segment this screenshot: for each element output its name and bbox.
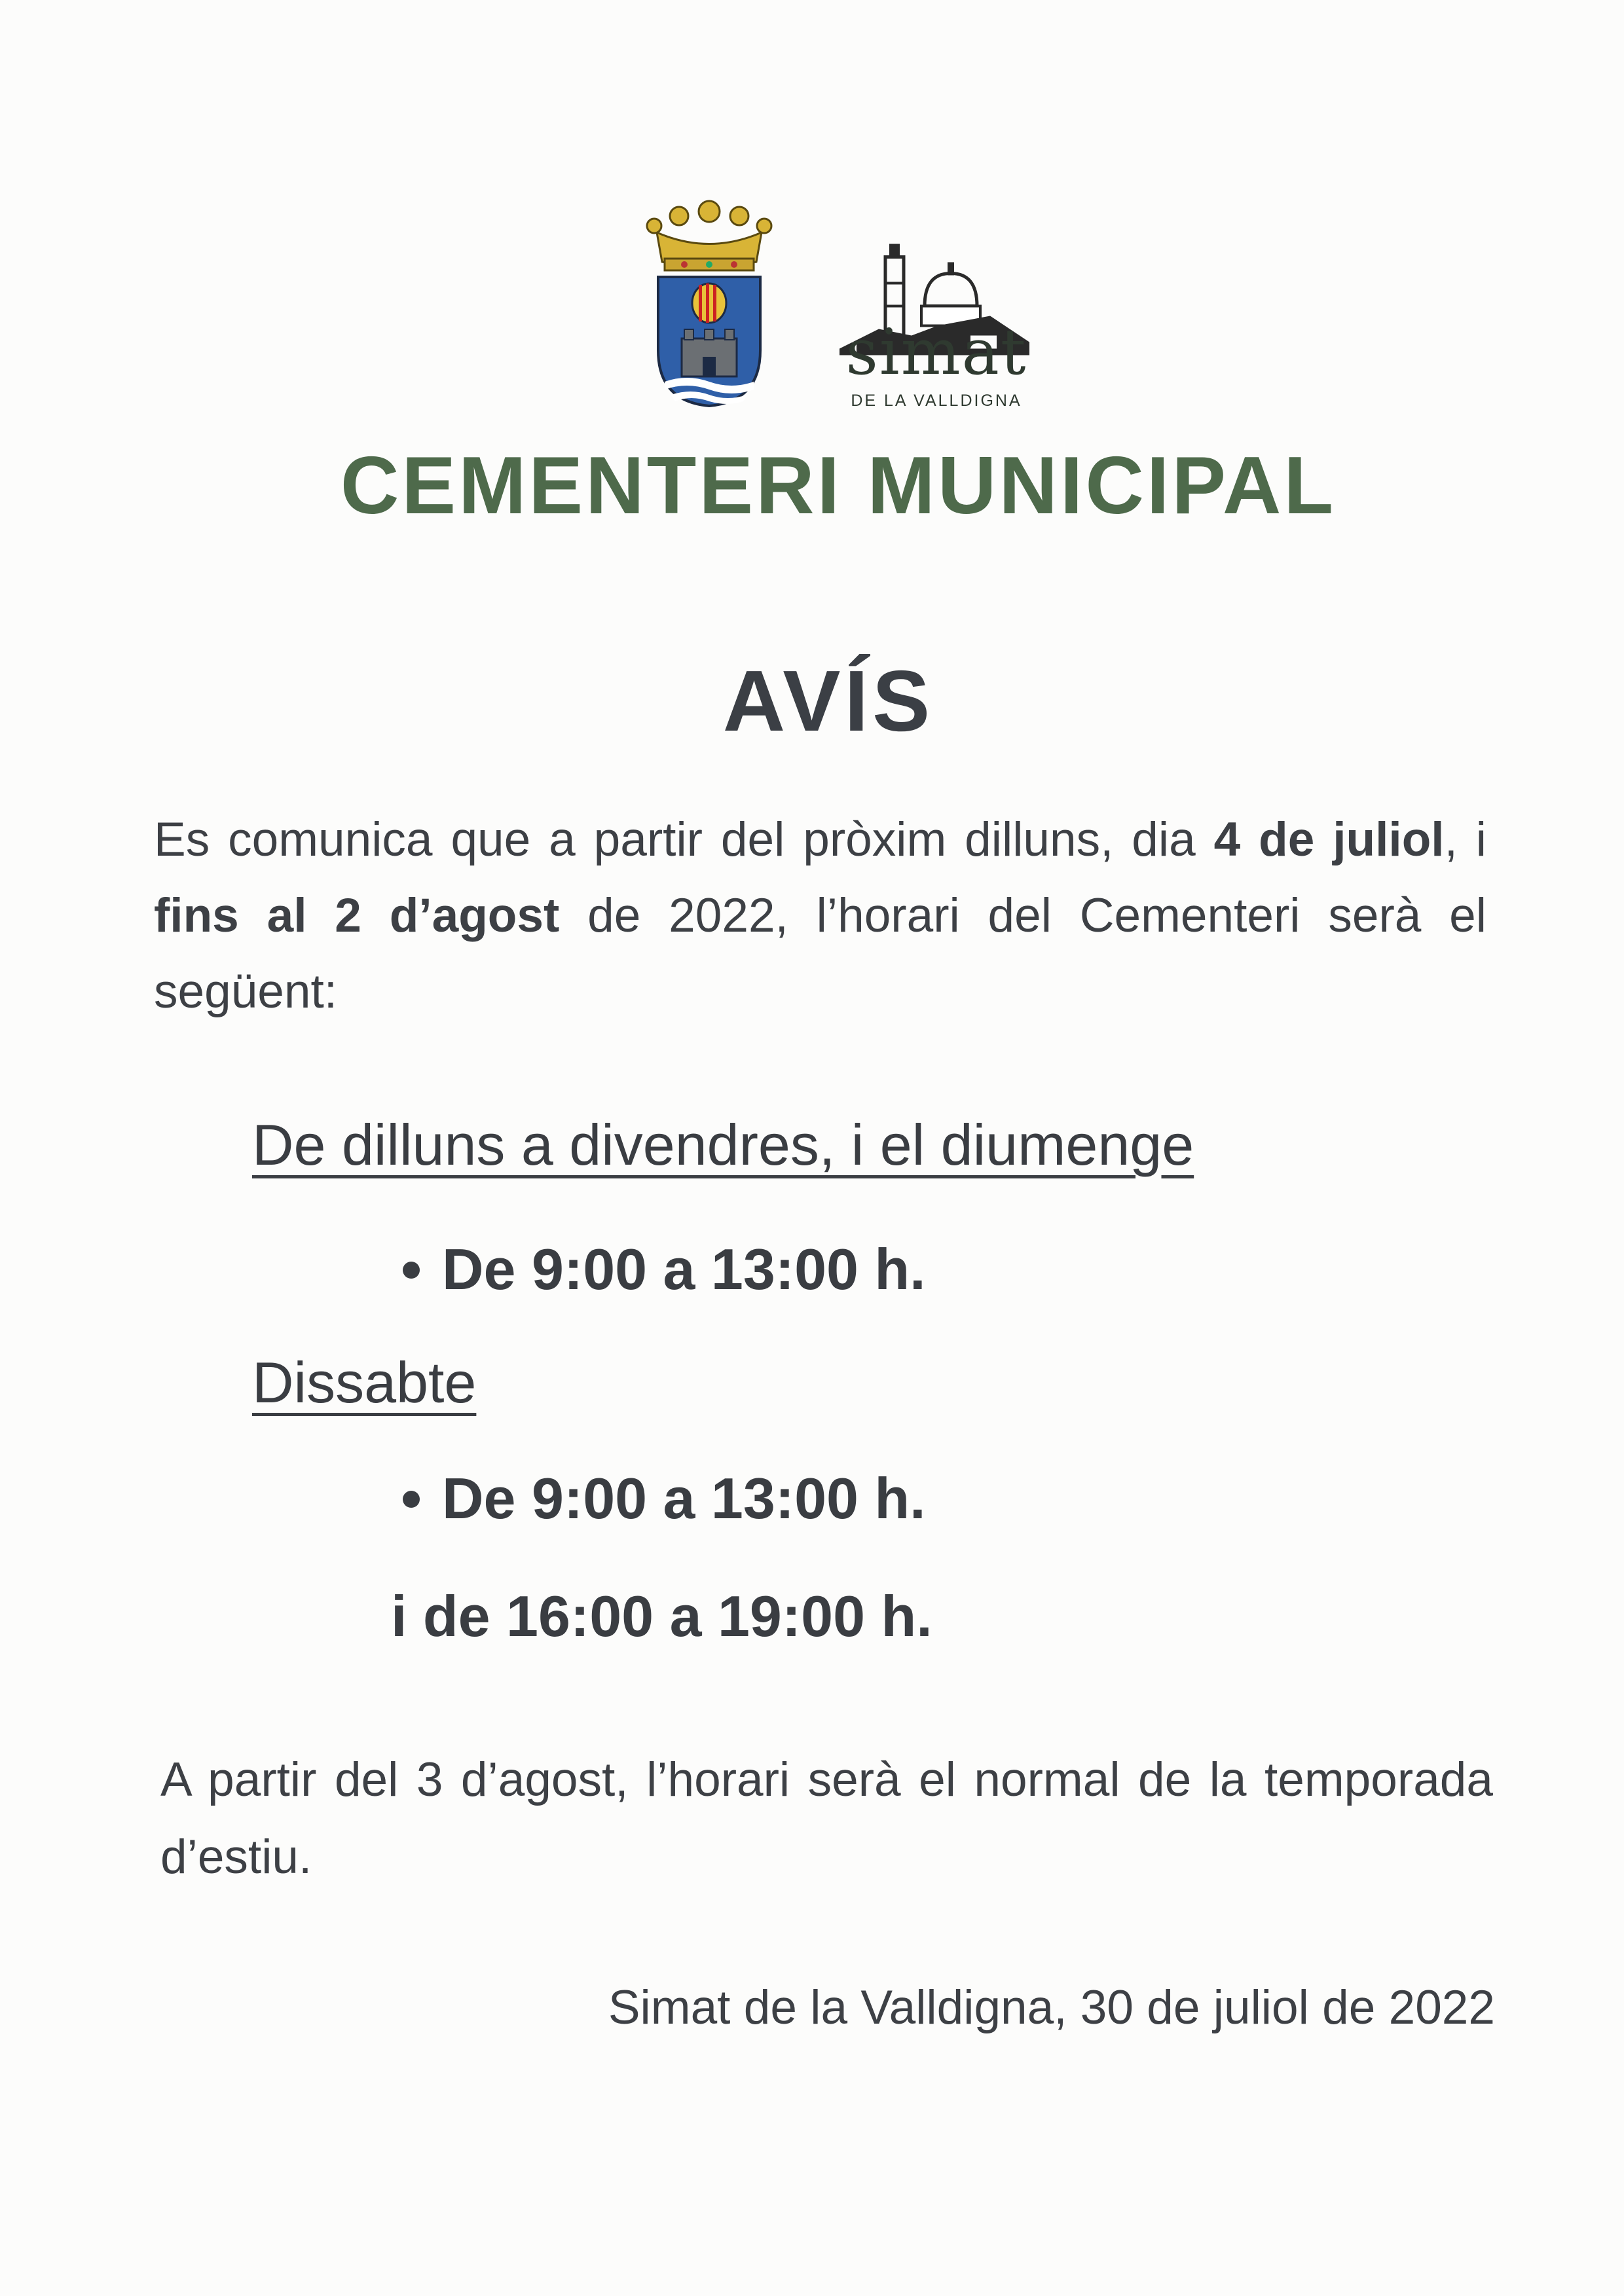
saturday-heading: Dissabte [252, 1350, 477, 1415]
crown-icon [647, 201, 771, 270]
saturday-time-morning: De 9:00 a 13:00 h. [442, 1466, 926, 1531]
page-title: CEMENTERI MUNICIPAL [340, 441, 1337, 531]
intro-text-2: , i [1444, 813, 1486, 866]
notice-heading: AVÍS [722, 653, 934, 749]
outro-paragraph: A partir del 3 d’agost, l’horari serà el normal de la temporada d’estiu. [160, 1753, 1493, 1884]
weekdays-time: De 9:00 a 13:00 h. [442, 1237, 926, 1302]
town-subtitle: DE LA VALLDIGNA [851, 392, 1022, 410]
town-wordmark: simat [845, 316, 1027, 389]
saturday-time-afternoon: i de 16:00 a 19:00 h. [391, 1584, 932, 1649]
intro-bold-date-start: 4 de juliol [1213, 813, 1445, 866]
intro-bold-date-end: fins al 2 d’agost [154, 889, 560, 942]
intro-paragraph [154, 802, 1486, 1030]
coat-of-arms-icon [645, 193, 773, 409]
weekdays-heading: De dilluns a divendres, i el diumenge [252, 1112, 1194, 1177]
weekdays-time-item [403, 1237, 926, 1302]
intro-text-3: de 2022, l’horari del Cementeri serà el següent: [154, 889, 1487, 1018]
bullet-icon [403, 1491, 420, 1508]
intro-text-1: Es comunica que a partir del pròxim dilluns, dia [154, 813, 1214, 866]
saturday-morning-item [403, 1466, 926, 1531]
place-and-date: Simat de la Valldigna, 30 de juliol de 2022 [608, 1981, 1495, 2034]
bullet-icon [403, 1262, 420, 1279]
